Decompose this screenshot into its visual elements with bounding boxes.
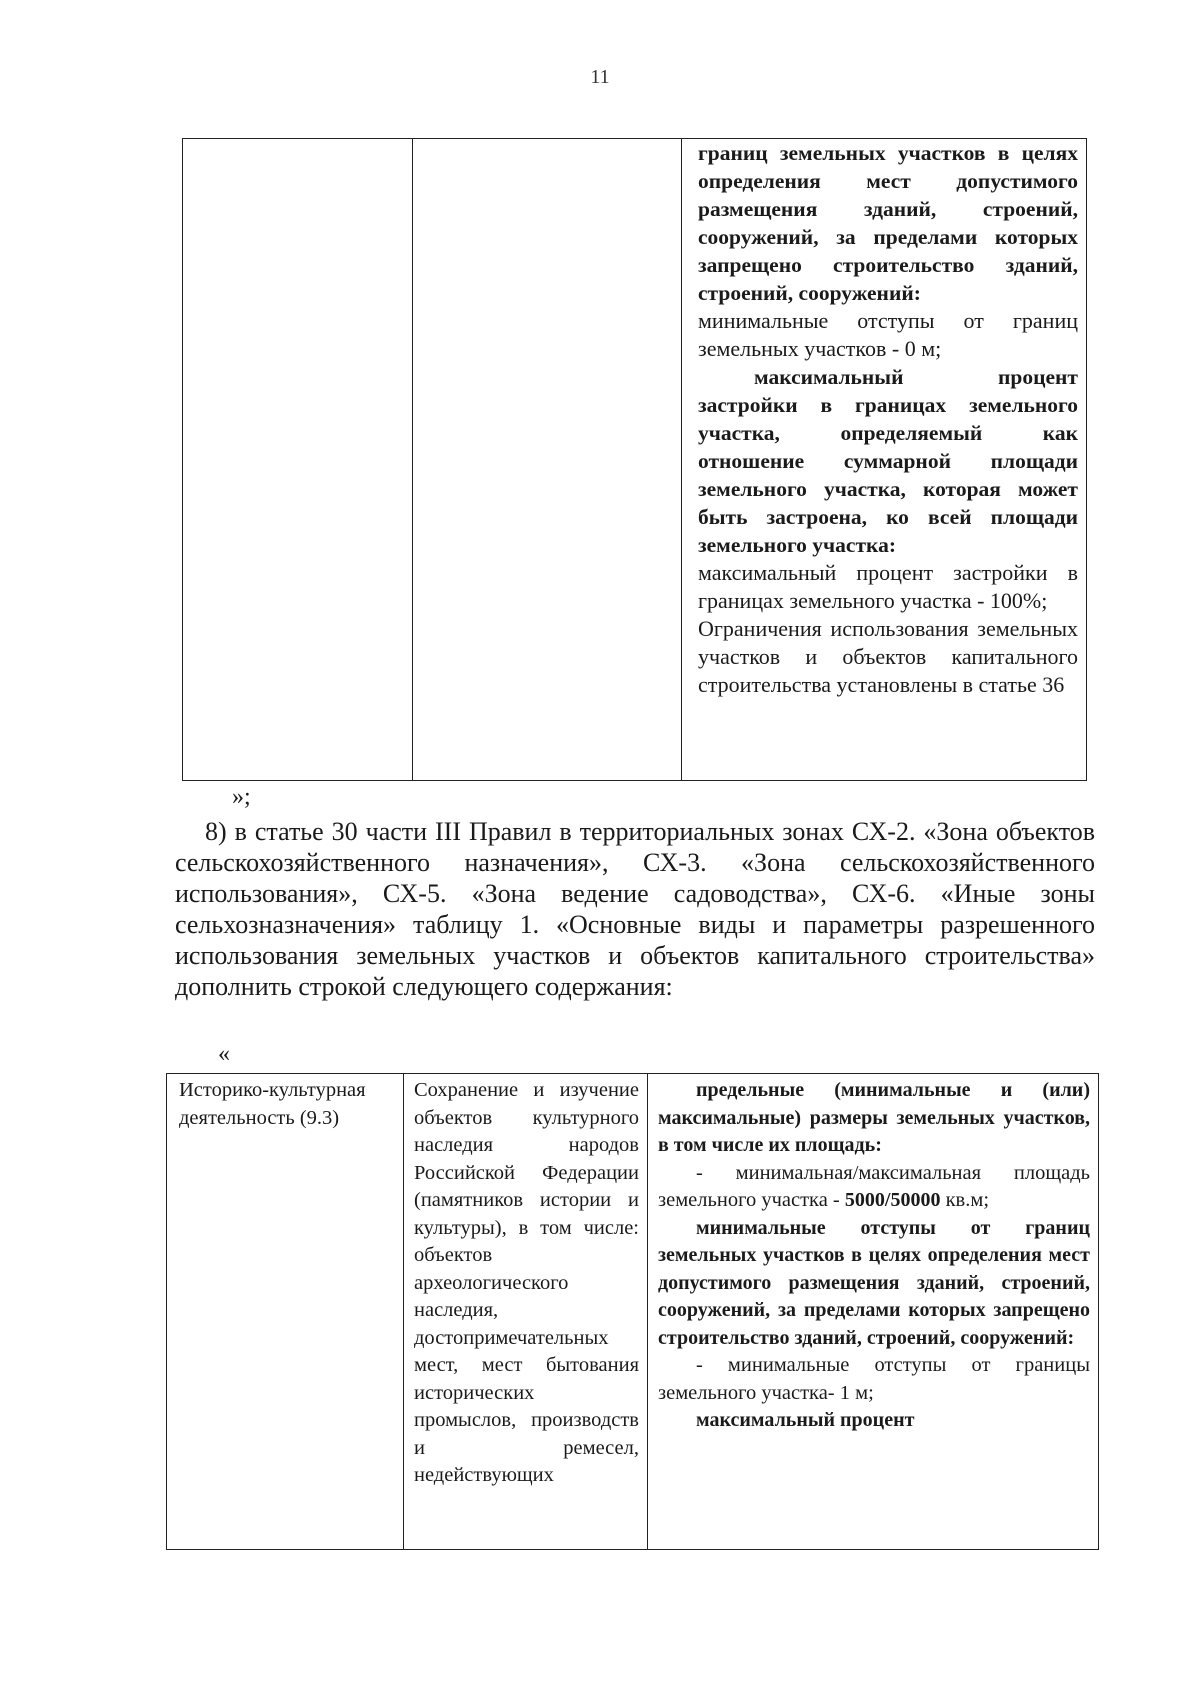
param-area-label: - минимальная/максимальная площадь земельного участка - — [658, 1161, 1090, 1211]
param-coverage-heading: максимальный процент — [696, 1409, 915, 1431]
param-setbacks-value: минимальные отступы от границ земельных участков - 0 м; — [698, 308, 1078, 361]
table-cell-empty-2 — [413, 139, 682, 781]
page-number: 11 — [590, 66, 610, 88]
use-type-text: Историко-культурная деятельность (9.3) — [179, 1079, 366, 1129]
opening-quote: « — [218, 1041, 230, 1067]
param-setbacks-heading: границ земельных участков в целях определения мест допустимого размещения зданий, строений, сооружений, за пределами которых запрещено строительство зданий, строений, сооружений: — [698, 141, 1078, 305]
continuation-table — [182, 138, 1087, 781]
param-coverage-value: максимальный процент застройки в границах земельного участка - 100%; — [698, 560, 1078, 613]
closing-quote: »; — [232, 784, 251, 810]
param-setbacks-heading: минимальные отступы от границ земельных участков в целях определения мест допустимого размещения зданий, строений, сооружений, за пределами которых запрещено строительство зданий, строений, сооружений: — [658, 1216, 1090, 1349]
amendment-table — [166, 1073, 1099, 1550]
param-area-number: 5000/50000 — [844, 1189, 941, 1211]
table-cell-description — [404, 1074, 648, 1550]
param-area-value — [658, 1160, 1090, 1215]
param-coverage-heading: максимальный процент застройки в границах земельного участка, определяемый как отношение суммарной площади земельного участка, которая может быть застроена, ко всей площади земельного участка: — [698, 365, 1078, 557]
table-cell-parameters — [682, 139, 1087, 781]
param-restrictions-note: Ограничения использования земельных участков и объектов капитального строительства установлены в статье 36 — [698, 616, 1078, 697]
param-area-unit: кв.м; — [940, 1189, 990, 1211]
table-cell-use-type — [167, 1074, 404, 1550]
table-cell-empty-1 — [183, 139, 413, 781]
table-cell-parameters — [648, 1074, 1099, 1550]
param-setbacks-value: - минимальные отступы от границы земельного участка- 1 м; — [658, 1354, 1090, 1404]
amendment-paragraph — [175, 816, 1095, 1002]
use-description-text: Сохранение и изучение объектов культурного наследия народов Российской Федерации (памятников истории и культуры), в том числе: объектов археологического наследия, достопримечательных мест, мест бытования исторических промыслов, производств и ремесел, недействующих — [414, 1079, 639, 1486]
param-size-heading: предельные (минимальные и (или) максимальные) размеры земельных участков, в том числе их площадь: — [658, 1079, 1090, 1156]
amendment-text: 8) в статье 30 части III Правил в территориальных зонах СХ-2. «Зона объектов сельскохозяйственного назначения», СХ-3. «Зона сельскохозяйственного использования», СХ-5. «Зона ведение садоводства», СХ-6. «Иные зоны сельхозназначения» таблицу 1. «Основные виды и параметры разрешенного использования земельных участков и объектов капитального строительства» дополнить строкой следующего содержания: — [175, 817, 1095, 1001]
